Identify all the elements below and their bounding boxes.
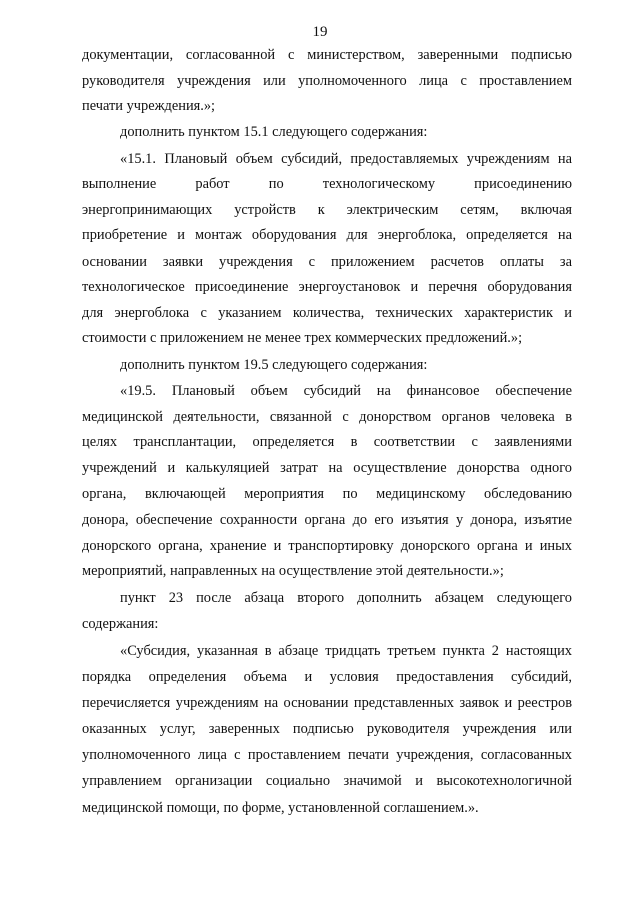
text-line: целях трансплантации, определяется в соответствии с заявлениями [82, 434, 572, 450]
text-line: технологическое присоединение энергоустановок и перечня оборудования [82, 279, 572, 295]
text-line: руководителя учреждения или уполномоченного лица с проставлением [82, 73, 572, 89]
page-number: 19 [312, 24, 328, 40]
text-line: «15.1. Плановый объем субсидий, предоставляемых учреждениям на [120, 151, 572, 167]
text-line: учреждений и калькуляцией затрат на осуществление донорства одного [82, 460, 572, 476]
text-line: для энергоблока с указанием количества, технических характеристик и [82, 305, 572, 321]
text-line: содержания: [82, 616, 159, 632]
text-line: документации, согласованной с министерством, заверенными подписью [82, 47, 572, 63]
text-line: печати учреждения.»; [82, 98, 216, 114]
text-line: управлением организации социально значимой и высокотехнологичной [82, 773, 572, 789]
text-line: основании заявки учреждения с приложением расчетов оплаты за [82, 254, 572, 270]
text-line: порядка определения объема и условия предоставления субсидий, [82, 669, 572, 685]
text-line: органа, включающей мероприятия по медицинскому обследованию [82, 486, 572, 502]
text-line: дополнить пунктом 15.1 следующего содержания: [120, 124, 428, 140]
text-line: донорского органа, хранение и транспортировку донорского органа и иных [82, 538, 572, 554]
text-line: пункт 23 после абзаца второго дополнить абзацем следующего [120, 590, 572, 606]
text-line: донора, обеспечение сохранности органа до его изъятия у донора, изъятие [82, 512, 572, 528]
text-line: приобретение и монтаж оборудования для энергоблока, определяется на [82, 227, 572, 243]
text-line: энергопринимающих устройств к электрическим сетям, включая [82, 202, 572, 218]
text-line: дополнить пунктом 19.5 следующего содержания: [120, 357, 428, 373]
text-line: «19.5. Плановый объем субсидий на финансовое обеспечение [120, 383, 572, 399]
text-line: уполномоченного лица с проставлением печати учреждения, согласованных [82, 747, 572, 763]
text-line: оказанных услуг, заверенных подписью руководителя учреждения или [82, 721, 572, 737]
text-line: перечисляется учреждениям на основании представленных заявок и реестров [82, 695, 572, 711]
text-line: медицинской помощи, по форме, установленной соглашением.». [82, 800, 479, 816]
text-line: «Субсидия, указанная в абзаце тридцать третьем пункта 2 настоящих [120, 643, 572, 659]
text-line: медицинской деятельности, связанной с донорством органов человека в [82, 409, 572, 425]
text-line: выполнение работ по технологическому присоединению [82, 176, 572, 192]
text-line: мероприятий, направленных на осуществление этой деятельности.»; [82, 563, 504, 579]
text-line: стоимости с приложением не менее трех коммерческих предложений.»; [82, 330, 523, 346]
